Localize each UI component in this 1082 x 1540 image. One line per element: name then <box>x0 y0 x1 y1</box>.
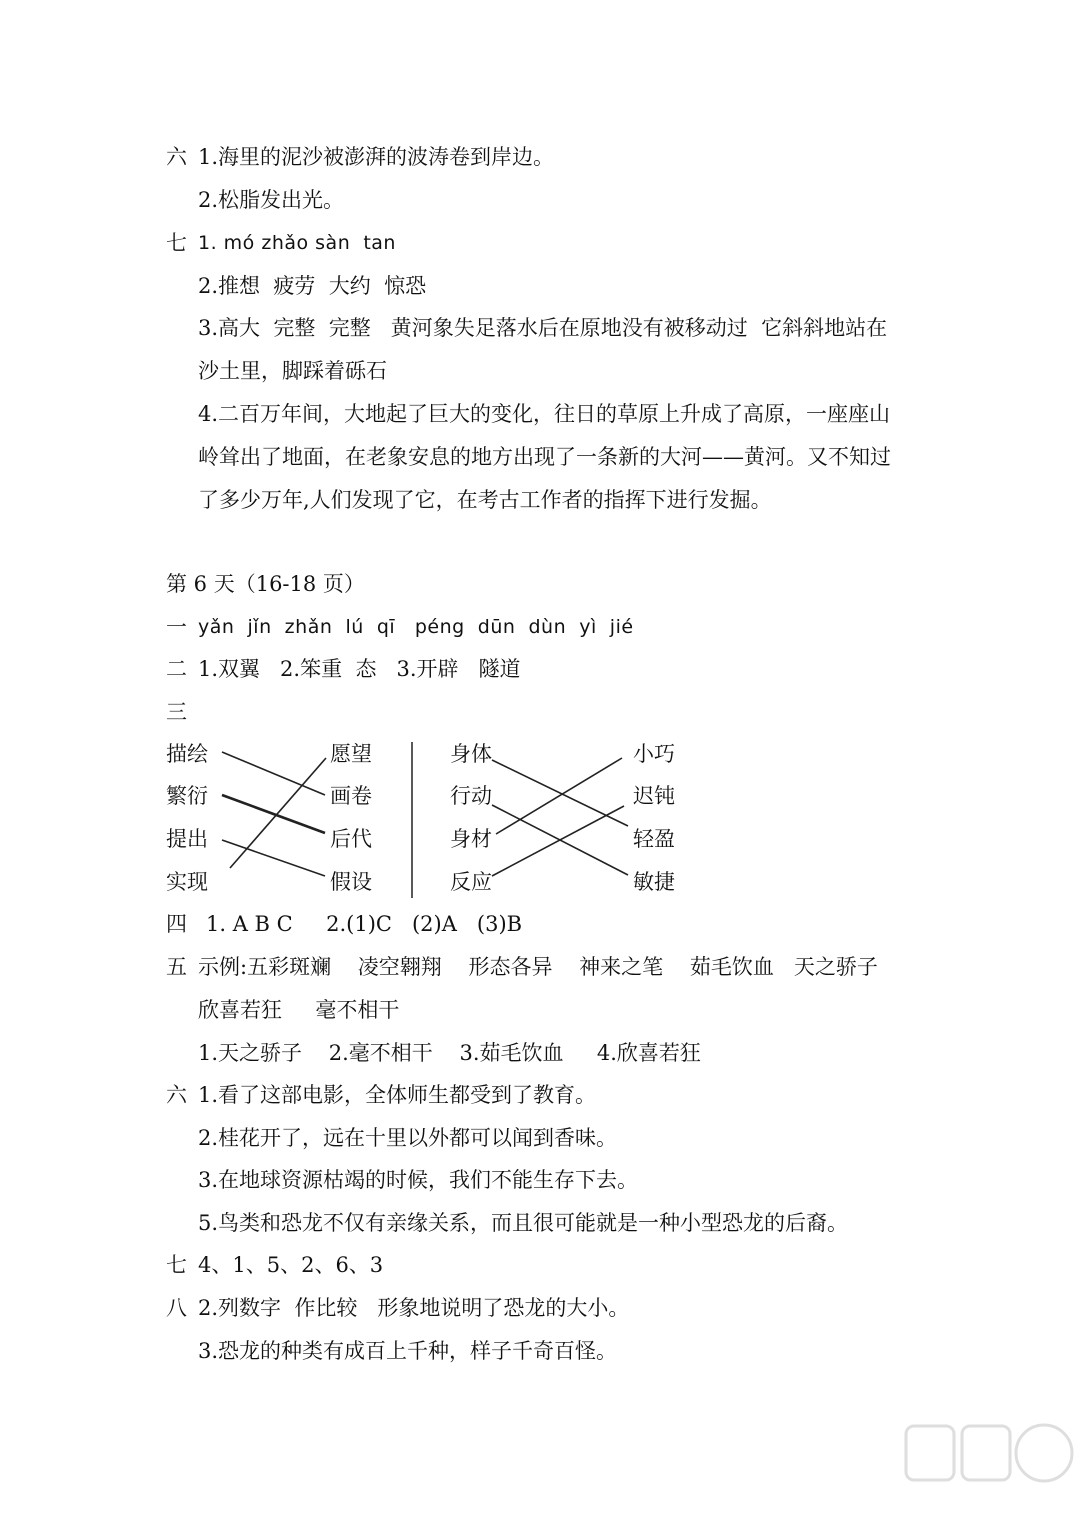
d6-q4-answer: 1. A B C 2.(1)C (2)A (3)B <box>206 912 523 936</box>
q6-answer-2: 2.松脂发出光。 <box>198 188 345 212</box>
d6-q6-answer-5: 5.鸟类和恐龙不仅有亲缘关系，而且很可能就是一种小型恐龙的后裔。 <box>198 1211 849 1235</box>
q7-answer-3a: 3.高大 完整 完整 黄河象失足落水后在原地没有被移动过 它斜斜地站在 <box>198 316 888 340</box>
q6-mark: 六 <box>166 145 187 169</box>
d6-q1-mark: 一 <box>166 615 187 639</box>
match-line <box>222 795 325 833</box>
d6-q2-answer: 1.双翼 2.笨重 态 3.开辟 隧道 <box>198 657 521 681</box>
match-right-word: 身材 <box>450 827 492 851</box>
match-right-target: 敏捷 <box>633 870 675 894</box>
d6-q6-answer-1: 1.看了这部电影，全体师生都受到了教育。 <box>198 1083 597 1107</box>
match-line <box>230 758 326 868</box>
d6-q3-mark: 三 <box>166 700 187 724</box>
d6-q5-line2: 欣喜若狂 毫不相干 <box>198 998 400 1022</box>
d6-q2-mark: 二 <box>166 657 187 681</box>
d6-q8-answer-3: 3.恐龙的种类有成百上千种，样子千奇百怪。 <box>198 1339 618 1363</box>
d6-q6-mark: 六 <box>166 1083 187 1107</box>
q7-answer-4a: 4.二百万年间，大地起了巨大的变化，往日的草原上升成了高原，一座座山 <box>198 402 891 426</box>
match-left-word: 繁衍 <box>166 784 208 808</box>
match-left-word: 描绘 <box>166 742 208 766</box>
d6-q1-pinyin: yǎn jǐn zhǎn lú qī péng dūn dùn yì jié <box>198 616 634 638</box>
watermark-logo <box>900 1418 1082 1536</box>
d6-q8-mark: 八 <box>166 1296 187 1320</box>
q6-answer-1: 1.海里的泥沙被澎湃的波涛卷到岸边。 <box>198 145 555 169</box>
match-left-word: 实现 <box>166 870 208 894</box>
match-right-word: 反应 <box>450 870 492 894</box>
match-right-word: 身体 <box>450 742 492 766</box>
d6-q7-mark: 七 <box>166 1253 187 1277</box>
q7-answer-4b: 岭耸出了地面，在老象安息的地方出现了一条新的大河——黄河。又不知过 <box>198 445 891 469</box>
match-line <box>222 752 325 795</box>
match-line <box>492 806 624 876</box>
match-line <box>222 840 325 876</box>
d6-q7-answer: 4、1、5、2、6、3 <box>198 1253 384 1277</box>
d6-q6-answer-3: 3.在地球资源枯竭的时候，我们不能生存下去。 <box>198 1168 639 1192</box>
match-line <box>496 758 622 834</box>
watermark-logo-icon <box>900 1418 1082 1536</box>
match-right-target: 迟钝 <box>633 784 675 808</box>
match-left-target: 画卷 <box>330 784 372 808</box>
match-right-target: 小巧 <box>633 742 675 766</box>
q7-answer-2: 2.推想 疲劳 大约 惊恐 <box>198 274 427 298</box>
day6-heading: 第 6 天（16-18 页） <box>166 572 365 596</box>
d6-q5-mark: 五 <box>166 955 187 979</box>
match-left-word: 提出 <box>166 827 208 851</box>
match-left-target: 愿望 <box>330 742 372 766</box>
q7-answer-1-pinyin: 1. mó zhǎo sàn tan <box>198 232 396 254</box>
match-left-target: 假设 <box>330 870 372 894</box>
d6-q6-answer-2: 2.桂花开了，远在十里以外都可以闻到香味。 <box>198 1126 618 1150</box>
d6-q8-answer-2: 2.列数字 作比较 形象地说明了恐龙的大小。 <box>198 1296 630 1320</box>
d6-q5-line1: 示例:五彩斑斓 凌空翱翔 形态各异 神来之笔 茹毛饮血 天之骄子 <box>198 955 878 979</box>
q7-answer-3b: 沙土里，脚踩着砾石 <box>198 359 387 383</box>
match-right-target: 轻盈 <box>633 827 675 851</box>
q7-answer-4c: 了多少万年,人们发现了它，在考古工作者的指挥下进行发掘。 <box>198 488 772 512</box>
match-left-target: 后代 <box>330 827 372 851</box>
q7-mark: 七 <box>166 231 187 255</box>
match-right-word: 行动 <box>450 784 492 808</box>
d6-q4-mark: 四 <box>166 912 187 936</box>
d6-q5-line3: 1.天之骄子 2.毫不相干 3.茹毛饮血 4.欣喜若狂 <box>198 1041 701 1065</box>
